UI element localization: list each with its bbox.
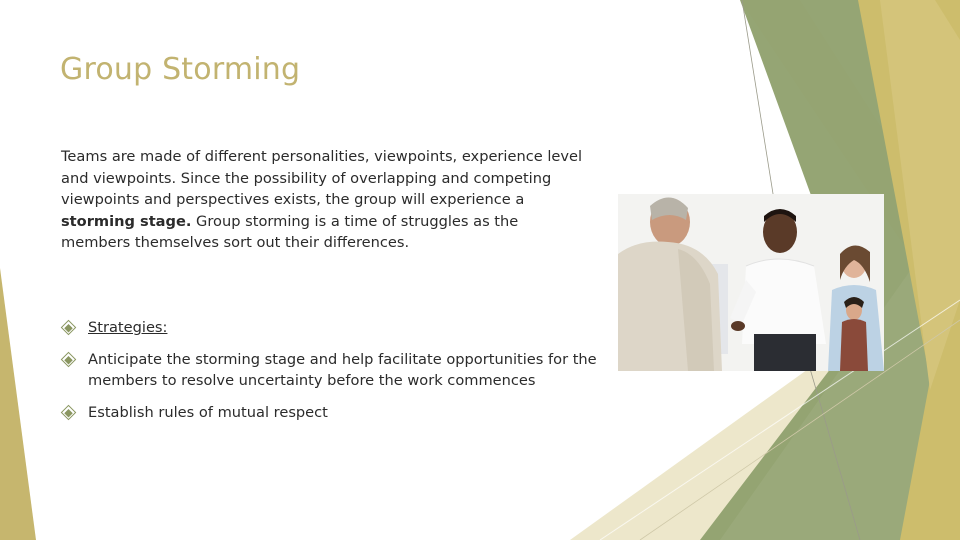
- bullet-strategies: [60, 317, 605, 339]
- bullet-text: Strategies:: [88, 319, 168, 336]
- diamond-bullet-icon: [61, 351, 77, 367]
- paragraph-bold-term: storming stage.: [61, 212, 192, 230]
- slide-title: Group Storming: [60, 52, 301, 87]
- bullet-text: Anticipate the storming stage and help facilitate opportunities for the members to resolve uncertainty before the work commences: [88, 350, 597, 389]
- bullet-list: [60, 317, 605, 433]
- bullet-text: Establish rules of mutual respect: [88, 403, 328, 421]
- decorative-left-shape: [0, 0, 40, 540]
- diamond-bullet-icon: [61, 404, 77, 420]
- bullet-anticipate: [60, 349, 605, 392]
- paragraph-part-2: Group storming is a time of struggles as the members themselves sort out their differences.: [61, 212, 519, 251]
- office-people-illustration: [618, 194, 884, 371]
- bullet-rules: [60, 402, 605, 424]
- intro-paragraph: [61, 146, 591, 254]
- diamond-bullet-icon: [61, 320, 77, 336]
- team-discussion-photo: [618, 194, 884, 371]
- paragraph-part-1: Teams are made of different personalities, viewpoints, experience level and viewpoints. Since the possibility of overlapping and competing viewpoints and perspectives exists, the group will experience a: [61, 148, 583, 208]
